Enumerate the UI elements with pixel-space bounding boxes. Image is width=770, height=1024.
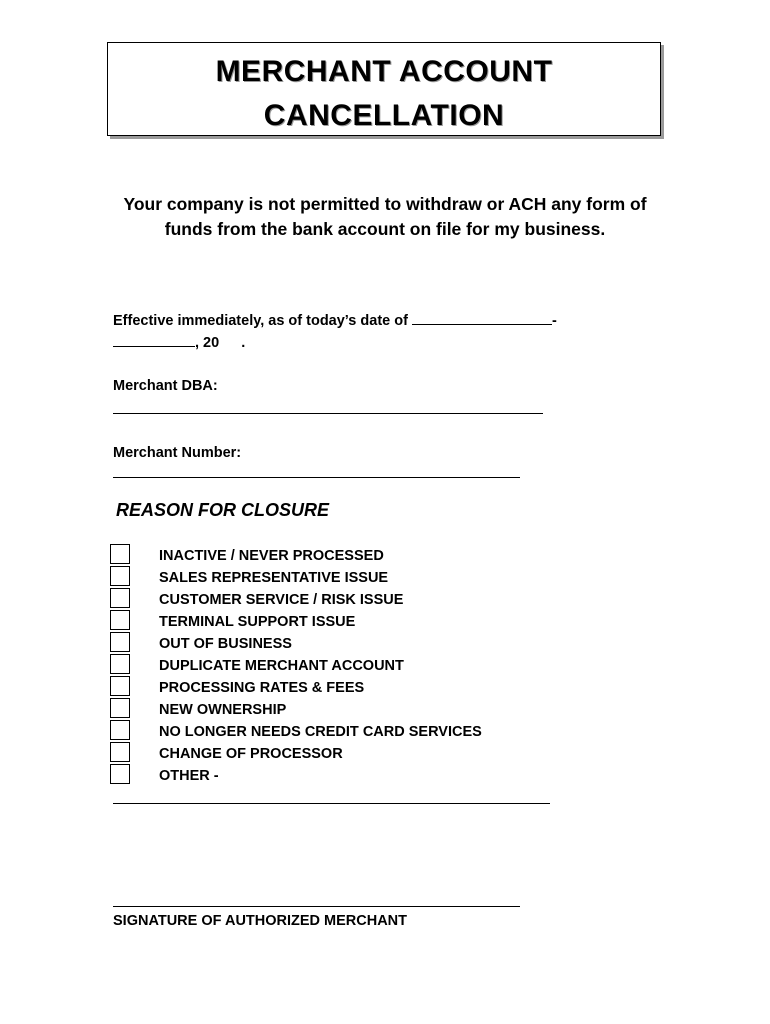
effective-date-label: Effective immediately, as of today’s date of — [113, 313, 412, 329]
reason-checkbox-duplicate[interactable] — [110, 654, 130, 674]
title-box — [107, 42, 661, 136]
page-title-line-1: MERCHANT ACCOUNT — [215, 55, 553, 88]
date-dash: - — [551, 313, 557, 329]
reason-checkbox-other[interactable] — [110, 764, 130, 784]
reason-checkbox-sales-rep[interactable] — [110, 566, 130, 586]
other-reason-field[interactable] — [113, 803, 550, 804]
reason-label-out-of-business: OUT OF BUSINESS — [159, 636, 292, 652]
date-day-field[interactable] — [113, 334, 195, 347]
date-year-field[interactable] — [219, 335, 241, 347]
reason-label-other: OTHER - — [159, 768, 219, 784]
reason-checkbox-new-ownership[interactable] — [110, 698, 130, 718]
merchant-dba-label: Merchant DBA: — [113, 378, 218, 394]
signature-field[interactable] — [113, 906, 520, 907]
effective-date-line-2 — [113, 334, 245, 351]
reason-checkbox-terminal-support[interactable] — [110, 610, 130, 630]
date-period: . — [241, 335, 246, 351]
date-month-field[interactable] — [412, 312, 552, 325]
effective-date-line — [113, 312, 557, 329]
reason-checkbox-rates-fees[interactable] — [110, 676, 130, 696]
reason-label-change-processor: CHANGE OF PROCESSOR — [159, 746, 343, 762]
reason-label-new-ownership: NEW OWNERSHIP — [159, 702, 287, 718]
reason-checkbox-change-processor[interactable] — [110, 742, 130, 762]
reason-label-sales-rep: SALES REPRESENTATIVE ISSUE — [159, 570, 389, 586]
reason-label-customer-service: CUSTOMER SERVICE / RISK ISSUE — [159, 592, 404, 608]
merchant-dba-field[interactable] — [113, 413, 543, 414]
reason-heading: REASON FOR CLOSURE — [116, 500, 330, 520]
reason-checkbox-no-longer-needs[interactable] — [110, 720, 130, 740]
reason-label-terminal-support: TERMINAL SUPPORT ISSUE — [159, 614, 356, 630]
merchant-number-label: Merchant Number: — [113, 445, 242, 461]
reason-label-inactive: INACTIVE / NEVER PROCESSED — [159, 548, 384, 564]
reason-checkbox-out-of-business[interactable] — [110, 632, 130, 652]
reason-label-duplicate: DUPLICATE MERCHANT ACCOUNT — [159, 658, 404, 674]
reason-checkbox-customer-service[interactable] — [110, 588, 130, 608]
merchant-number-field[interactable] — [113, 477, 520, 478]
page-title-line-2: CANCELLATION — [263, 99, 505, 132]
date-year-label: , 20 — [195, 335, 220, 351]
notice-paragraph: Your company is not permitted to withdraw or ACH any form of funds from the bank account on file for my business. — [123, 194, 647, 239]
signature-label: SIGNATURE OF AUTHORIZED MERCHANT — [113, 913, 408, 929]
reason-checkbox-inactive[interactable] — [110, 544, 130, 564]
reason-label-no-longer-needs: NO LONGER NEEDS CREDIT CARD SERVICES — [159, 724, 482, 740]
reason-label-rates-fees: PROCESSING RATES & FEES — [159, 680, 365, 696]
